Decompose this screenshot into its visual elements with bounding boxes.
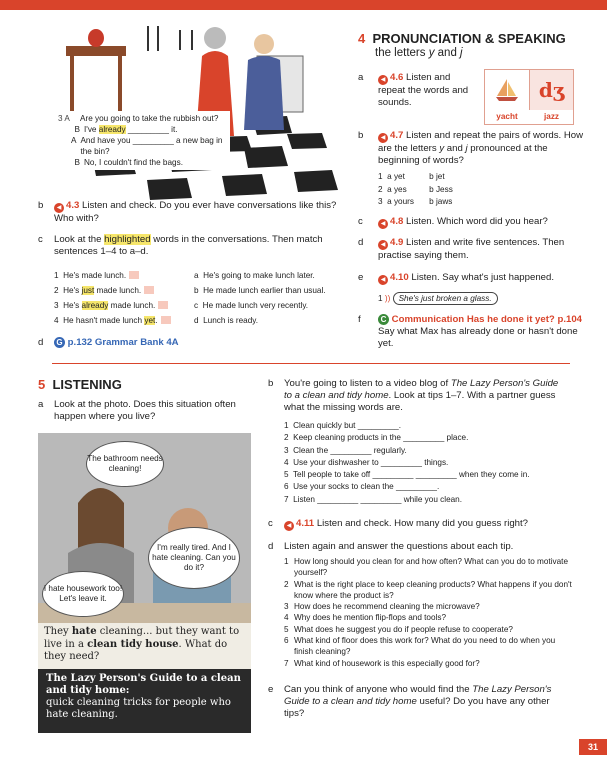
speech-bubble-2: I'm really tired. And I hate cleaning. Can you do it? [148,527,240,589]
s4-b: b ◀ 4.7 Listen and repeat the pairs of words. How are the letters y and j pronounced at the beginning of words? [358,130,584,166]
pairs-list: 1 a yet b jet 2 a yes b Jess 3 a yours b jaws [378,172,453,206]
ex3-spk-4: B [74,158,80,167]
match-b: b He made lunch earlier than usual. [194,286,326,295]
left-c-pre: Look at the [54,234,105,245]
ex3-spk-2: B [74,125,80,134]
question-4: 4 Why does he mention flip-flops and tools? [284,613,447,623]
tip-6: 6 Use your socks to clean the _________. [284,482,440,492]
ex3-line-2-pre: I've [84,125,99,134]
yacht-icon [485,70,530,110]
question-1: 1 How long should you clean for and how often? What can you do to motivate yourself? [284,557,568,578]
ex3-line-2-hl: already [98,125,126,134]
question-3: 3 How does he recommend cleaning the microwave? [284,602,480,612]
question-7: 7 What kind of housework is this especially good for? [284,658,480,668]
tip-3: 3 Clean the _________ regularly. [284,445,407,455]
left-b-letter: b [38,200,44,211]
sentence-1: 1 He's made lunch. [54,268,194,283]
section-4-title: PRONUNCIATION & SPEAKING [372,31,566,46]
s5-d: d Listen again and answer the questions about each tip. [268,541,514,552]
photo-caption-2: The Lazy Person's Guide to a clean and tidy home: quick cleaning tricks for people who hate cleaning. [38,669,251,733]
sentence-2: 2 He's just made lunch. [54,283,194,298]
left-c-post: words in the conversations. Then match sentences 1–4 to a–d. [54,234,323,257]
s5-c: c ◀ 4.11 Listen and check. How many did you guess right? [268,518,529,529]
speech-bubble-1: The bathroom needs cleaning! [86,441,164,487]
s4-c: c ◀ 4.8 Listen. Which word did you hear? [358,216,548,227]
s4-f: f C Communication Has he done it yet? p.104 Say what Max has already done or hasn't done yet. [358,314,583,349]
s4-e: e ◀ 4.10 Listen. Say what's just happened. [358,272,554,283]
ex3-line-3: And have you _________ a new bag in the bin? [80,136,223,156]
sound-pictures: dʒ yacht jazz [484,69,574,125]
s5-b: b You're going to listen to a video blog of The Lazy Person's Guide to a clean and tidy home. Look at tips 1–7. With a partner guess what the missing words are. [268,378,559,413]
tip-4: 4 Use your dishwasher to _________ things. [284,457,449,467]
left-c-hl: highlighted [104,234,151,245]
questions-list [284,556,572,669]
ex3-spk-3: A [70,136,77,145]
section-5-header: 5 LISTENING [38,377,122,392]
left-b [38,200,338,225]
tip-5: 5 Tell people to take off _________ _________ when they come in. [284,470,530,480]
jazz-icon: dʒ [530,70,573,110]
left-d: d G p.132 Grammar Bank 4A [38,337,179,348]
tip-1: 1 Clean quickly but _________. [284,421,401,430]
left-b-audio: 4.3 [66,200,80,211]
grammar-icon: G [54,337,65,348]
left-b-text: Listen and check. Do you ever have conversations like this? Who with? [54,200,337,224]
sentence-4: 4 He hasn't made lunch yet. [54,313,194,328]
ex3-line-2-post: _________ it. [125,125,178,134]
communication-icon: C [378,314,389,325]
listening-photo [38,433,251,733]
section-4-header: 4 PRONUNCIATION & SPEAKING the letters y and j [358,31,566,59]
question-5: 5 What does he suggest you do if people refuse to cooperate? [284,624,513,634]
sentences-list [54,268,194,328]
tip-2: 2 Keep cleaning products in the _________ place. [284,433,469,443]
s4-d: d ◀ 4.9 Listen and write five sentences. Then practise saying them. [358,237,565,261]
question-6: 6 What kind of floor does this work for? What do you need to do when you finish cleaning? [284,636,556,657]
match-a: a He's going to make lunch later. [194,271,315,280]
s5-a: a Look at the photo. Does this situation often happen where you live? [38,399,236,422]
tip-7: 7 Listen _________ _________ while you clean. [284,494,463,504]
match-c: c He made lunch very recently. [194,301,309,310]
ex3-label: 3 A [58,114,70,123]
speech-bubble-3: I hate housework too! Let's leave it. [42,571,124,617]
photo-caption-1: They hate cleaning... but they want to live in a clean tidy house. What do they need? [38,623,251,669]
matches-list [194,268,344,328]
sentence-3: 3 He's already made lunch. [54,298,194,313]
match-d: d Lunch is ready. [194,316,259,325]
question-2: 2 What is the right place to keep cleaning products? What happens if you don't know where the product is? [284,579,572,600]
grammar-bank-link[interactable]: p.132 Grammar Bank 4A [67,337,179,348]
left-c-letter: c [38,234,43,245]
ex3-line-1: Are you going to take the rubbish out? [80,114,219,123]
audio-icon[interactable]: ◀ [54,203,64,213]
page-number: 31 [579,739,607,755]
tips-list [284,420,574,506]
top-accent-bar [0,0,607,10]
kitchen-illustration [52,16,338,200]
s4-e-example: 1 )) She's just broken a glass. [378,292,578,305]
ex3-line-4: No, I couldn't find the bags. [84,158,183,167]
s5-e: e Can you think of anyone who would find the The Lazy Person's Guide to a clean and tidy home useful? Do you have any other tips? [268,684,552,719]
section-divider [52,363,570,364]
left-c [38,234,338,258]
s4-a: a ◀ 4.6 Listen and repeat the words and sounds. [358,72,469,108]
exercise-3-dialogue [54,111,230,170]
